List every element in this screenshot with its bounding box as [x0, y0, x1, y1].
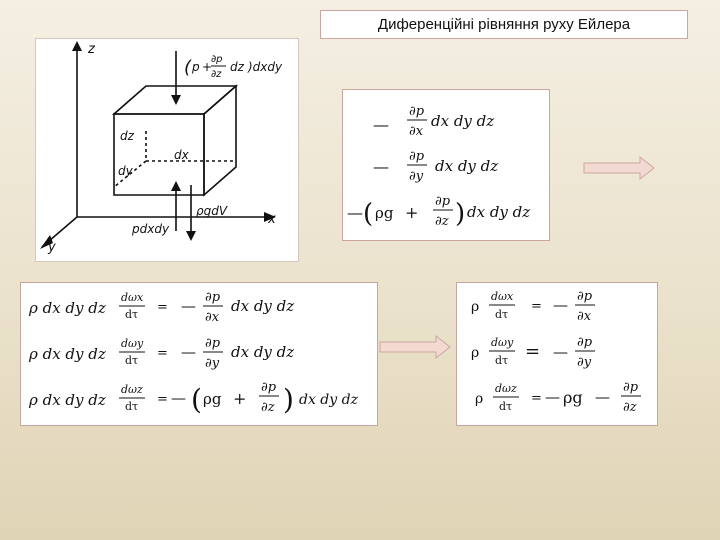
- fluid-element-figure: [35, 38, 299, 262]
- eq2-row1-eq: =: [157, 300, 168, 315]
- eq2-row3-sign: —: [171, 389, 186, 407]
- bottom-force-arrowhead: [171, 181, 181, 191]
- eq3-row3-num: dωz: [495, 382, 517, 395]
- eq2-row3-lhs: ρ dx dy dz: [29, 391, 106, 409]
- top-force-dp: ∂p: [211, 54, 223, 65]
- eq2-row2-den: dτ: [125, 354, 139, 367]
- eq3-row2-den: dτ: [495, 354, 509, 367]
- eq2-row2-sign: —: [181, 343, 196, 361]
- eq3-row1-eq: =: [531, 299, 542, 314]
- eq3-row2-pnum: ∂p: [577, 335, 593, 350]
- eq2-row1-pden: ∂x: [205, 310, 220, 325]
- eq2-row1-num: dωx: [121, 291, 144, 304]
- top-force-dz: dz: [230, 60, 244, 74]
- eq3-row3-sign: —: [545, 388, 560, 406]
- eq2-row3-pden: ∂z: [261, 400, 275, 415]
- eq2-row3-close: ): [283, 383, 294, 416]
- fluid-element-diagram: [36, 39, 298, 261]
- eq3-row2-sign: —: [553, 343, 568, 361]
- top-force-open-paren: (: [184, 57, 192, 78]
- eq2-row2-num: dωy: [121, 337, 144, 350]
- eq1-row2-sign: —: [373, 157, 389, 176]
- eq3-row3-eq: =: [531, 391, 542, 406]
- eq2-row1-lhs: ρ dx dy dz: [29, 299, 106, 317]
- slide-title: [320, 10, 688, 39]
- axis-x-label: x: [268, 212, 276, 227]
- eq3-row3-pden: ∂z: [623, 400, 637, 415]
- eq1-row1-tail: dx dy dz: [431, 112, 495, 130]
- eq2-row2-tail: dx dy dz: [231, 343, 295, 361]
- gravity-arrowhead: [186, 231, 196, 241]
- eq1-row2-tail: dx dy dz: [435, 157, 499, 175]
- eq2-row2-lhs: ρ dx dy dz: [29, 345, 106, 363]
- eq1-row3-open: (: [363, 199, 374, 229]
- eq2-row3-plus: +: [233, 389, 247, 408]
- box-front-face: [114, 114, 204, 195]
- eq2-row2-eq: =: [157, 346, 168, 361]
- eq2-row3-pnum: ∂p: [261, 380, 277, 395]
- top-force-p: p: [192, 60, 200, 74]
- top-force-arrowhead: [171, 95, 181, 105]
- eq3-row1-pnum: ∂p: [577, 289, 593, 304]
- eq2-row3-rg: ρg: [203, 390, 222, 408]
- eq2-row3-open: (: [191, 383, 202, 416]
- pressure-forces-box: [342, 89, 550, 241]
- eq1-row2-den: ∂y: [409, 169, 424, 184]
- eq3-row3-den: dτ: [499, 400, 513, 413]
- edge-dy-label: dy: [118, 164, 133, 178]
- top-force-plus: +: [202, 60, 213, 74]
- box-side-face: [204, 86, 236, 195]
- eq2-row1-den: dτ: [125, 308, 139, 321]
- eq3-row1-rho: ρ: [471, 299, 480, 315]
- eq2-row3-den: dτ: [125, 400, 139, 413]
- eq1-row1-den: ∂x: [409, 124, 424, 139]
- eq2-row3-tail: dx dy dz: [299, 392, 358, 408]
- edge-dz-label: dz: [120, 129, 134, 143]
- eq3-row3-rg: ρg: [563, 388, 583, 407]
- gravity-label: ρgdV: [196, 204, 228, 218]
- top-force-dz-frac: ∂z: [211, 69, 222, 80]
- eq2-row1-sign: —: [181, 297, 196, 315]
- axis-y-label: y: [48, 240, 56, 255]
- eq1-row1-sign: —: [373, 115, 389, 134]
- bottom-pressure-label: pdxdy: [132, 222, 170, 236]
- eq3-row1-num: dωx: [491, 290, 514, 303]
- eq3-row3-pnum: ∂p: [623, 380, 639, 395]
- z-arrowhead: [72, 41, 82, 51]
- eq1-row3-plus: +: [405, 203, 419, 222]
- eq3-row3-minus: —: [595, 388, 610, 406]
- eq1-row1-num: ∂p: [409, 104, 425, 119]
- eq2-row3-num: dωz: [121, 383, 143, 396]
- axis-z-label: z: [88, 42, 95, 57]
- right-arrow-icon: [584, 157, 656, 179]
- eq1-row2-num: ∂p: [409, 149, 425, 164]
- pressure-forces-equations: [343, 90, 549, 240]
- eq3-row1-sign: —: [553, 296, 568, 314]
- eq3-row2-num: dωy: [491, 336, 514, 349]
- motion-equations: [21, 283, 377, 425]
- edge-dx-label: dx: [174, 148, 189, 162]
- eq1-row3-rg: ρg: [375, 204, 394, 222]
- eq1-row3-num: ∂p: [435, 194, 451, 209]
- top-force-close: )dxdy: [248, 60, 283, 74]
- eq3-row2-pden: ∂y: [577, 355, 592, 370]
- eq1-row3-den: ∂z: [435, 214, 449, 229]
- right-arrow-icon: [380, 336, 452, 358]
- eq3-row3-rho: ρ: [475, 391, 484, 407]
- motion-equations-box: [20, 282, 378, 426]
- eq2-row3-eq: =: [157, 392, 168, 407]
- eq3-row2-rho: ρ: [471, 345, 480, 361]
- euler-equations: [457, 283, 657, 425]
- eq2-row1-pnum: ∂p: [205, 290, 221, 305]
- euler-equations-box: [456, 282, 658, 426]
- eq3-row1-pden: ∂x: [577, 309, 592, 324]
- eq1-row3-close: ): [455, 199, 466, 229]
- eq2-row1-tail: dx dy dz: [231, 297, 295, 315]
- eq1-row3-sign: —: [347, 203, 363, 222]
- eq3-row2-eq: =: [525, 341, 541, 362]
- eq2-row2-pnum: ∂p: [205, 336, 221, 351]
- eq2-row2-pden: ∂y: [205, 356, 220, 371]
- slide-title-text: Диференційні рівняння руху Ейлера: [377, 16, 631, 33]
- eq3-row1-den: dτ: [495, 308, 509, 321]
- eq1-row3-tail: dx dy dz: [467, 203, 531, 221]
